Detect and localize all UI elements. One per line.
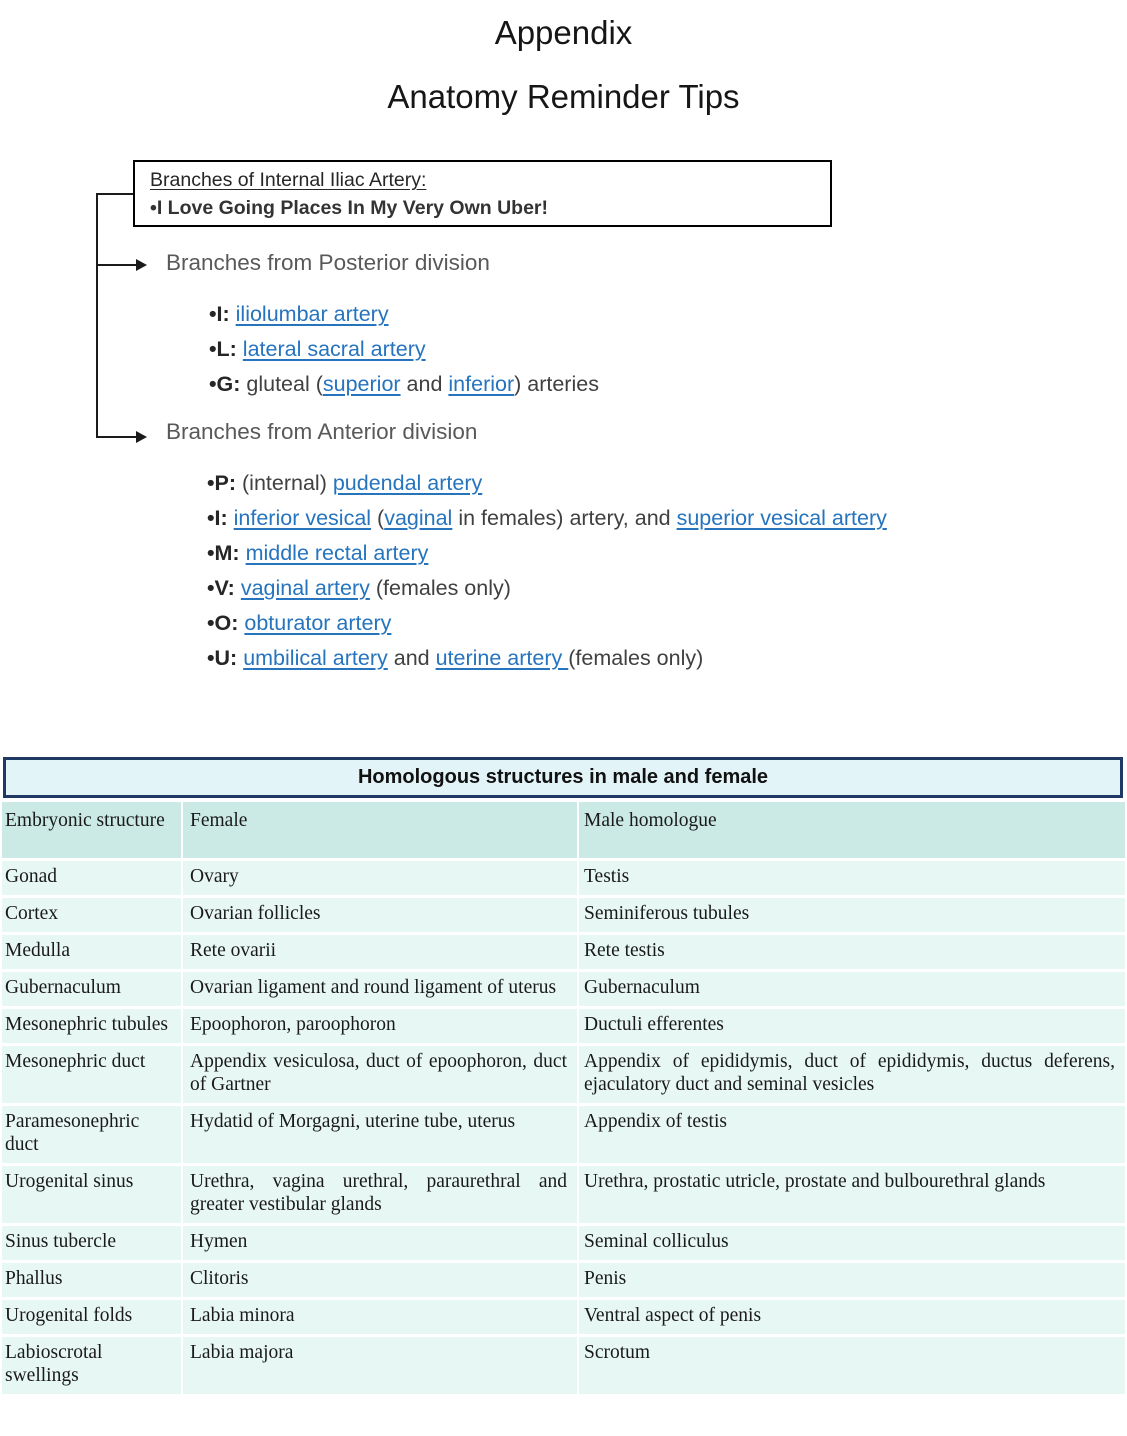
table-cell: Gubernaculum (2, 972, 181, 1006)
table-cell: Seminiferous tubules (579, 898, 1125, 932)
mnemonic-box-heading: Branches of Internal Iliac Artery: (150, 169, 427, 191)
arrowhead-icon (136, 259, 147, 271)
table-cell: Scrotum (579, 1337, 1125, 1394)
artery-link[interactable]: superior vesical artery (676, 506, 887, 530)
table-cell: Epoophoron, paroophoron (183, 1009, 577, 1043)
mnemonic-phrase: •I Love Going Places In My Very Own Uber! (150, 197, 549, 219)
anterior-division-heading: Branches from Anterior division (166, 419, 478, 444)
table-cell: Testis (579, 861, 1125, 895)
arrowhead-icon (136, 431, 147, 443)
table-cell: Labioscrotal swellings (2, 1337, 181, 1394)
artery-link[interactable]: middle rectal artery (245, 541, 429, 565)
tree-arrow-icon (96, 436, 136, 438)
mnemonic-list-item (207, 641, 897, 676)
mnemonic-letter: •P: (207, 471, 243, 495)
artery-link[interactable]: lateral sacral artery (242, 337, 426, 361)
mnemonic-list-item (207, 466, 897, 501)
table-row (2, 972, 1125, 1006)
list-text: (internal) (242, 471, 333, 495)
table-cell: Labia majora (183, 1337, 577, 1394)
table-cell: Rete ovarii (183, 935, 577, 969)
artery-link[interactable]: iliolumbar artery (235, 302, 389, 326)
tree-arrow-icon (96, 264, 136, 266)
mnemonic-letter: •O: (207, 611, 245, 635)
table-row (2, 1337, 1125, 1394)
table-cell: Ventral aspect of penis (579, 1300, 1125, 1334)
artery-link[interactable]: inferior (448, 372, 515, 396)
table-row (2, 1106, 1125, 1163)
table-cell: Seminal colliculus (579, 1226, 1125, 1260)
mnemonic-list-item (207, 606, 897, 641)
artery-link[interactable]: uterine artery (435, 646, 569, 670)
table-row (2, 1166, 1125, 1223)
table-title-box (3, 757, 1123, 798)
table-cell: Rete testis (579, 935, 1125, 969)
mnemonic-letter: •I: (207, 506, 234, 530)
table-row (2, 1263, 1125, 1297)
table-cell: Hymen (183, 1226, 577, 1260)
artery-link[interactable]: vaginal (384, 506, 453, 530)
mnemonic-list-item (207, 536, 897, 571)
list-text: and (387, 646, 436, 670)
mnemonic-letter: •G: (209, 372, 247, 396)
posterior-division-heading: Branches from Posterior division (166, 250, 490, 275)
table-cell: Urethra, prostatic utricle, prostate and bulbourethral glands (579, 1166, 1125, 1223)
mnemonic-letter: •M: (207, 541, 246, 565)
table-cell: Ovary (183, 861, 577, 895)
table-cell: Hydatid of Morgagni, uterine tube, uterus (183, 1106, 577, 1163)
table-row (2, 1300, 1125, 1334)
mnemonic-list-item (209, 297, 909, 332)
table-cell: Ovarian follicles (183, 898, 577, 932)
table-title: Homologous structures in male and female (357, 766, 769, 788)
column-header: Female (183, 802, 577, 858)
table-row (2, 1226, 1125, 1260)
mnemonic-box (133, 160, 832, 227)
mnemonic-letter: •V: (207, 576, 241, 600)
artery-link[interactable]: vaginal artery (240, 576, 370, 600)
table-cell: Urethra, vagina urethral, paraurethral and greater vestibular glands (183, 1166, 577, 1223)
table-cell: Gonad (2, 861, 181, 895)
table-cell: Phallus (2, 1263, 181, 1297)
mnemonic-letter: •I: (209, 302, 236, 326)
table-cell: Clitoris (183, 1263, 577, 1297)
table-row (2, 861, 1125, 895)
list-text: (females only) (568, 646, 704, 670)
table-row (2, 898, 1125, 932)
mnemonic-list-item (207, 501, 897, 536)
list-text: gluteal ( (246, 372, 323, 396)
mnemonic-list-item (207, 571, 897, 606)
artery-link[interactable]: superior (322, 372, 401, 396)
table-cell: Paramesonephric duct (2, 1106, 181, 1163)
table-row (2, 1009, 1125, 1043)
table-cell: Mesonephric tubules (2, 1009, 181, 1043)
table-cell: Gubernaculum (579, 972, 1125, 1006)
list-text: in females) artery, and (452, 506, 677, 530)
table-header-row (2, 802, 1125, 858)
list-text: ( (371, 506, 385, 530)
table-cell: Appendix of testis (579, 1106, 1125, 1163)
table-cell: Urogenital folds (2, 1300, 181, 1334)
tree-connector-line (96, 193, 133, 195)
table-cell: Penis (579, 1263, 1125, 1297)
list-text: ) arteries (514, 372, 599, 396)
table-cell: Labia minora (183, 1300, 577, 1334)
table-cell: Medulla (2, 935, 181, 969)
anterior-branches-list (207, 466, 897, 676)
artery-link[interactable]: obturator artery (244, 611, 392, 635)
column-header: Embryonic structure (2, 802, 181, 858)
artery-link[interactable]: inferior vesical (233, 506, 372, 530)
table-cell: Sinus tubercle (2, 1226, 181, 1260)
tree-connector-line (96, 193, 98, 438)
homologous-structures-table (0, 799, 1127, 1397)
table-cell: Urogenital sinus (2, 1166, 181, 1223)
page-subtitle: Anatomy Reminder Tips (387, 78, 740, 115)
posterior-branches-list (209, 297, 909, 402)
column-header: Male homologue (579, 802, 1125, 858)
list-text: and (400, 372, 449, 396)
mnemonic-list-item (209, 332, 909, 367)
table-row (2, 1046, 1125, 1103)
table-cell: Appendix vesiculosa, duct of epoophoron, duct of Gartner (183, 1046, 577, 1103)
mnemonic-letter: •L: (209, 337, 243, 361)
table-cell: Cortex (2, 898, 181, 932)
mnemonic-list-item (209, 367, 909, 402)
list-text: (females only) (369, 576, 511, 600)
artery-link[interactable]: umbilical artery (243, 646, 388, 670)
table-cell: Appendix of epididymis, duct of epididymis, ductus deferens, ejaculatory duct and seminal vesicles (579, 1046, 1125, 1103)
page-title: Appendix (494, 14, 633, 51)
table-row (2, 935, 1125, 969)
table-cell: Ductuli efferentes (579, 1009, 1125, 1043)
table-cell: Mesonephric duct (2, 1046, 181, 1103)
artery-link[interactable]: pudendal artery (332, 471, 483, 495)
mnemonic-letter: •U: (207, 646, 244, 670)
table-cell: Ovarian ligament and round ligament of uterus (183, 972, 577, 1006)
